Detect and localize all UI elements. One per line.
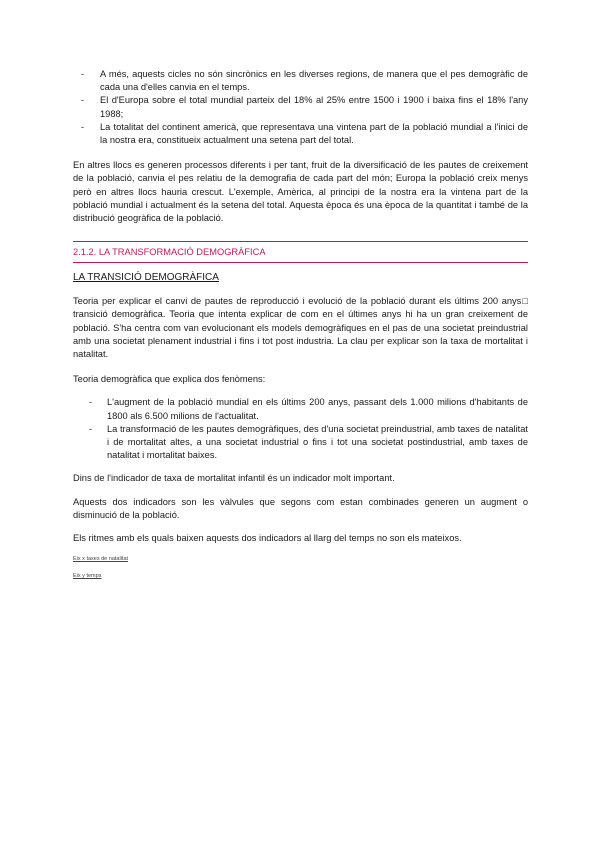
list-item-text: La transformació de les pautes demogràfiques, des d'una societat preindustrial, amb taxes de natalitat i de mortalitat altes, a una societat industrial o fins i tot una societat postindustrial, amb taxes de natalitat i mortalitat baixes. [107,423,528,461]
list-item [73,396,528,422]
paragraph-teoria: Teoria per explicar el canvi de pautes de reproducció i evolució de la població durant els últims 200 anys□ transició demogràfica. Teoria que intenta explicar de com en el últimes anys hi ha un gran creixement de població. S'ha centra com van evolucionant els models demogràfiques en el pas de una societat preindustrial amb una societat plenament industrial i fins i tot post industria. La clau per explicar son la taxa de mortalitat i natalitat. [73,296,528,360]
list-item [73,423,528,463]
list-item [73,94,528,120]
list-item-text: L'augment de la població mundial en els últims 200 anys, passant dels 1.000 milions d'habitants de 1800 als 6.500 milions de l'actualitat. [107,397,528,421]
bullet-dash: - [81,69,85,79]
subheading: LA TRANSICIÓ DEMOGRÀFICA [73,272,219,284]
list-item-text: La totalitat del continent americà, que representava una vintena part de la població mundial a l'inici de la nostra era, constitueix actualment una setena part del total. [100,121,528,146]
paragraph-valvules: Aquests dos indicadors son les vàlvules que segons com estan combinades generen un augment o disminució de la població. [73,496,528,520]
bullet-dash: - [89,397,93,408]
list-item-text: El d'Europa sobre el total mundial parteix del 18% al 25% entre 1500 i 1900 i baixa fins el 18% l'any 1988; [100,95,528,119]
reference-eix-x: Eix x taxes de natalitat [73,556,129,563]
list-item-text: A més, aquests cicles no són sincrònics en les diverses regions, de manera que el pes demogràfic de cada una d'elles canvia en el temps. [100,69,528,93]
bullet-dash: - [81,121,85,132]
bullet-dash: - [81,95,85,106]
paragraph-ritmes: Els ritmes amb els quals baixen aquests dos indicadors al llarg del temps no son els mateixos. [73,533,462,544]
section-heading: 2.1.2. LA TRANSFORMACIÓ DEMOGRÀFICA [73,241,528,263]
bullet-dash: - [89,423,93,434]
list-item [73,121,528,147]
paragraph-altres-llocs: En altres llocs es generen processos diferents i per tant, fruit de la diversificació de les pautes de creixement de la població, canvia el pes relatiu de la demografia de cada part del món; Europa la població creix menys però en altres llocs hauria crescut. L'exemple, Amèrica, al principi de la nostra era la vintena part de la població mundial i actualment és la setena del total. Aquesta època és una època de la quantitat i també de la distribució geogràfica de la població. [73,160,528,224]
list-item [73,68,528,94]
paragraph-fenomens: Teoria demogràfica que explica dos fenòmens: [73,374,266,385]
page-content [73,68,528,580]
reference-eix-y: Eix y temps [73,573,102,580]
bullet-list-fenomens [73,396,528,462]
bullet-list-top [73,68,528,147]
paragraph-indicador: Dins de l'indicador de taxa de mortalitat infantil és un indicador molt important. [73,473,395,484]
